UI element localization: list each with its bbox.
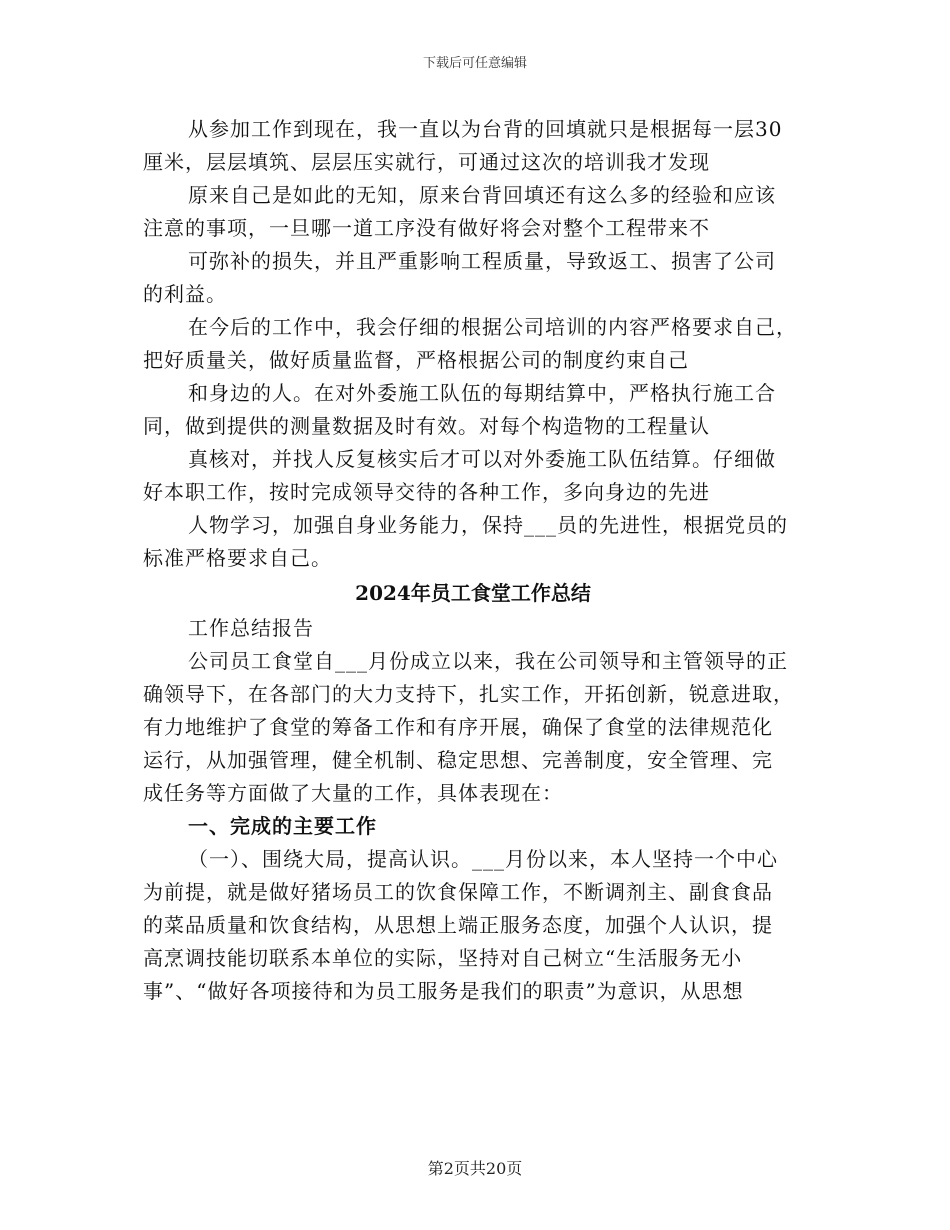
paragraph-line: 和身边的人。在对外委施工队伍的每期结算中，严格执行施工合 <box>188 381 776 405</box>
report-line: 公司员工食堂自___月份成立以来，我在公司领导和主管领导的正 <box>188 649 788 673</box>
section-line: 高烹调技能切联系本单位的实际，坚持对自己树立“生活服务无小 <box>143 946 743 970</box>
paragraph-line: 人物学习，加强自身业务能力，保持___员的先进性，根据党员的 <box>188 513 788 537</box>
paragraph-line: 标准严格要求自己。 <box>143 546 332 570</box>
document-body <box>143 113 803 1008</box>
section-heading: 一、完成的主要工作 <box>188 814 377 838</box>
report-line: 有力地维护了食堂的筹备工作和有序开展，确保了食堂的法律规范化 <box>143 715 773 739</box>
paragraph-line: 厘米，层层填筑、层层压实就行，可通过这次的培训我才发现 <box>143 150 710 174</box>
paragraph-line: 把好质量关，做好质量监督，严格根据公司的制度约束自己 <box>143 348 689 372</box>
section-line: 的菜品质量和饮食结构，从思想上端正服务态度，加强个人认识，提 <box>143 913 773 937</box>
report-line: 运行，从加强管理，健全机制、稳定思想、完善制度，安全管理、完 <box>143 748 773 772</box>
document-title: 2024年员工食堂工作总结 <box>355 581 591 605</box>
paragraph-line: 在今后的工作中，我会仔细的根据公司培训的内容严格要求自己， <box>188 315 797 339</box>
section-line: 事”、“做好各项接待和为员工服务是我们的职责”为意识，从思想 <box>143 979 744 1003</box>
paragraph-line: 好本职工作，按时完成领导交待的各种工作，多向身边的先进 <box>143 480 710 504</box>
page-number: 第2页共20页 <box>427 1159 523 1178</box>
paragraph-line: 从参加工作到现在，我一直以为台背的回填就只是根据每一层30 <box>188 117 783 141</box>
report-line: 工作总结报告 <box>188 616 314 640</box>
section-line: 为前提，就是做好猪场员工的饮食保障工作，不断调剂主、副食食品 <box>143 880 773 904</box>
paragraph-line: 原来自己是如此的无知，原来台背回填还有这么多的经验和应该 <box>188 183 776 207</box>
paragraph-line: 真核对，并找人反复核实后才可以对外委施工队伍结算。仔细做 <box>188 447 776 471</box>
report-line: 确领导下，在各部门的大力支持下，扎实工作，开拓创新，锐意进取， <box>143 682 794 706</box>
paragraph-line: 注意的事项，一旦哪一道工序没有做好将会对整个工程带来不 <box>143 216 710 240</box>
paragraph-line: 同，做到提供的测量数据及时有效。对每个构造物的工程量认 <box>143 414 710 438</box>
section-line: （一）、围绕大局，提高认识。___月份以来，本人坚持一个中心 <box>188 847 778 871</box>
paragraph-line: 可弥补的损失，并且严重影响工程质量，导致返工、损害了公司 <box>188 249 776 273</box>
paragraph-line: 的利益。 <box>143 282 227 306</box>
page-header-note: 下载后可任意编辑 <box>422 56 527 71</box>
report-line: 成任务等方面做了大量的工作，具体表现在： <box>143 781 563 805</box>
